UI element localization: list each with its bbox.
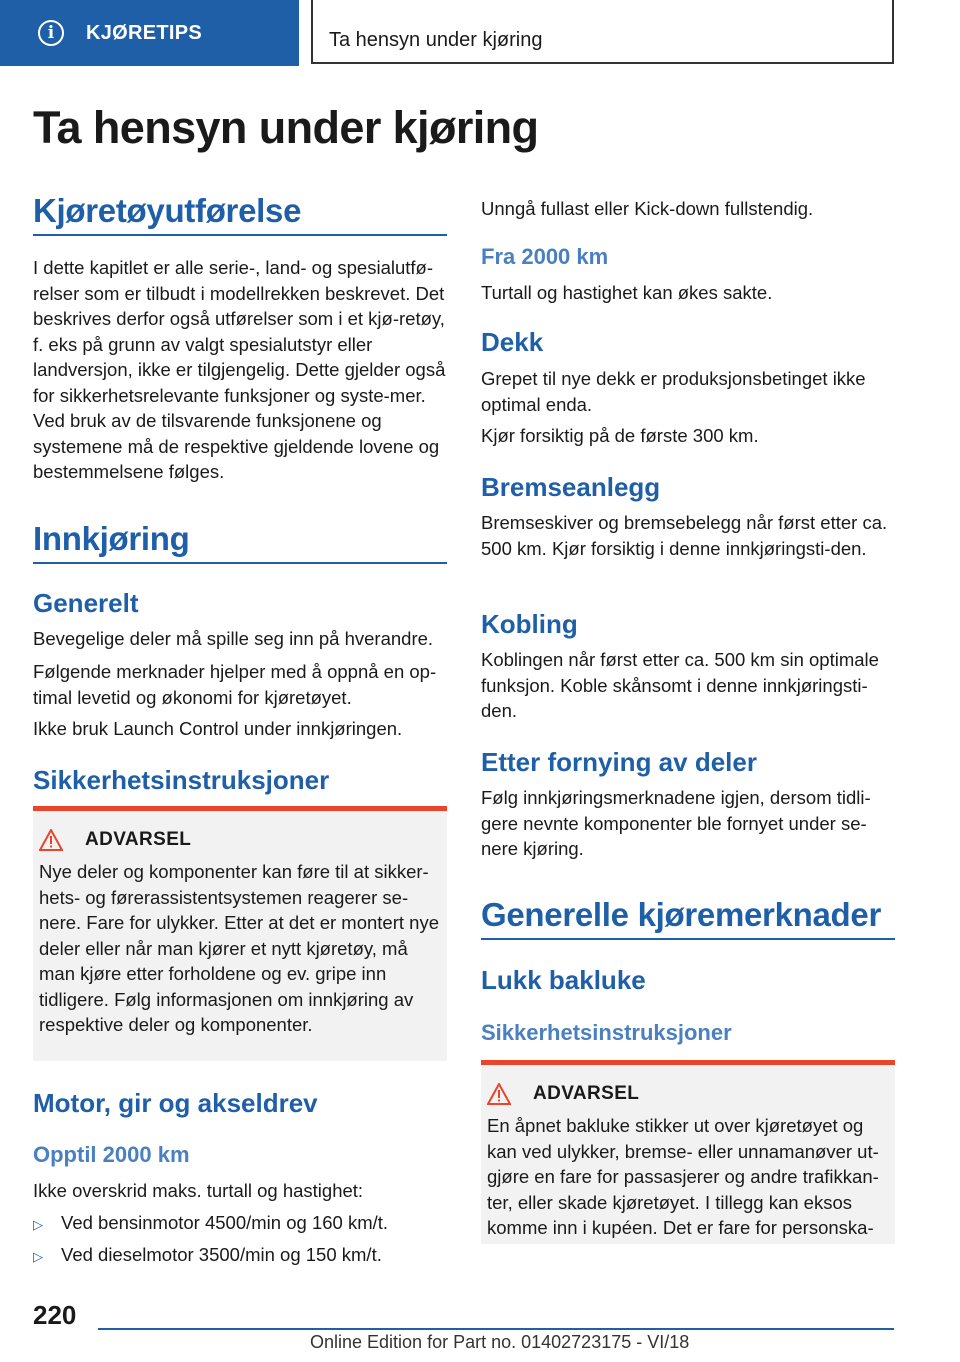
paragraph-avoid: Unngå fullast eller Kick-down fullstendig. (481, 198, 814, 219)
paragraph-general-1: Bevegelige deler må spille seg inn på hverandre. (33, 628, 434, 649)
heading-safety-tailgate: Sikkerhetsinstruksjoner (481, 1020, 732, 1045)
warning-box (481, 1060, 895, 1244)
edition-text: Online Edition for Part no. 01402723175 - VI/18 (310, 1332, 690, 1352)
heading-general: Generelt (33, 588, 139, 618)
heading-vehicle-version: Kjøretøyutførelse (33, 192, 302, 229)
warning-triangle-icon (39, 829, 63, 851)
page-title: Ta hensyn under kjøring (33, 102, 539, 153)
breadcrumb-text: Ta hensyn under kjøring (329, 29, 543, 51)
list-marker-icon: ▷ (33, 1217, 43, 1232)
paragraph-parts-renewal: Følg innkjøringsmerknadene igjen, dersom tidli-gere nevnte komponenter ble fornyet under se-nere kjøring. (481, 787, 871, 859)
footer-rule (98, 1328, 894, 1330)
section-label: KJØRETIPS (86, 21, 203, 44)
warning-triangle-icon (487, 1083, 511, 1105)
list-item: ▷ Ved bensinmotor 4500/min og 160 km/t. (33, 1210, 388, 1238)
breadcrumb (311, 0, 894, 64)
info-icon: i (38, 20, 64, 46)
heading-break-in: Innkjøring (33, 520, 190, 557)
heading-rule (481, 938, 895, 940)
warning-text: Nye deler og komponenter kan føre til at sikker-hets- og førerassistentsystemen reagerer se-nere. Fare for ulykker. Etter at det er montert nye deler eller når man kjører et nytt kjøretøy, må man kjøre etter forholdene og ev. gripe inn tidligere. Følg informasjonen om innkjøring av respektive deler og komponenter. (39, 861, 439, 1035)
warning-title: ADVARSEL (533, 1083, 640, 1104)
paragraph-vehicle-version: I dette kapitlet er alle serie-, land- og spesialutfø-relser som er tilbudt i modellrekken beskrevet. Det beskrives derfor også utførelser som i et kjø-retøy, f. eks på grunn av valgt spesialutstyr eller landversjon, ikke er tilgjengelig. Dette gjelder også for sikkerhetsrelevante funksjoner og syste-mer. Ved bruk av de tilsvarende funksjonene og systemene må de respektive gjeldende lovene og bestemmelsene følges. (33, 257, 446, 482)
heading-rule (33, 234, 447, 236)
paragraph-tires-2: Kjør forsiktig på de første 300 km. (481, 425, 759, 446)
paragraph-tires-1: Grepet til nye dekk er produksjonsbetinget ikke optimal enda. (481, 368, 866, 415)
list-item: ▷ Ved dieselmotor 3500/min og 150 km/t. (33, 1242, 382, 1270)
heading-engine: Motor, gir og akseldrev (33, 1088, 318, 1118)
paragraph-general-2: Følgende merknader hjelper med å oppnå en op-timal levetid og økonomi for kjøretøyet. (33, 661, 437, 708)
heading-safety: Sikkerhetsinstruksjoner (33, 765, 330, 795)
list-marker-icon: ▷ (33, 1249, 43, 1264)
heading-from-2000: Fra 2000 km (481, 244, 609, 269)
warning-text: En åpnet bakluke stikker ut over kjøretøyet og kan ved ulykker, bremse- eller unnamanøver ut-gjøre en fare for passasjerer og andre trafikkan-ter, eller skade kjøretøyet. I tillegg kan eksos komme inn i kupéen. Det er fare for personska- (487, 1115, 879, 1238)
heading-general-notes: Generelle kjøremerknader (481, 896, 882, 933)
paragraph-clutch: Koblingen når først etter ca. 500 km sin optimale funksjon. Koble skånsomt i denne innkjøringsti-den. (481, 649, 879, 721)
paragraph-from-2000: Turtall og hastighet kan økes sakte. (481, 282, 773, 303)
heading-rule (33, 562, 447, 564)
paragraph-upto-2000: Ikke overskrid maks. turtall og hastighet: (33, 1180, 364, 1201)
warning-box (33, 806, 447, 1061)
heading-clutch: Kobling (481, 609, 578, 639)
paragraph-general-3: Ikke bruk Launch Control under innkjøringen. (33, 718, 403, 739)
page-number: 220 (33, 1300, 77, 1330)
heading-tailgate: Lukk bakluke (481, 965, 646, 995)
heading-tires: Dekk (481, 327, 544, 357)
paragraph-brakes: Bremseskiver og bremsebelegg når først etter ca. 500 km. Kjør forsiktig i denne innkjøringsti-den. (481, 512, 888, 559)
heading-upto-2000: Opptil 2000 km (33, 1142, 190, 1167)
heading-parts-renewal: Etter fornying av deler (481, 747, 757, 777)
warning-title: ADVARSEL (85, 829, 192, 850)
heading-brakes: Bremseanlegg (481, 472, 661, 502)
section-tab[interactable] (0, 0, 299, 66)
